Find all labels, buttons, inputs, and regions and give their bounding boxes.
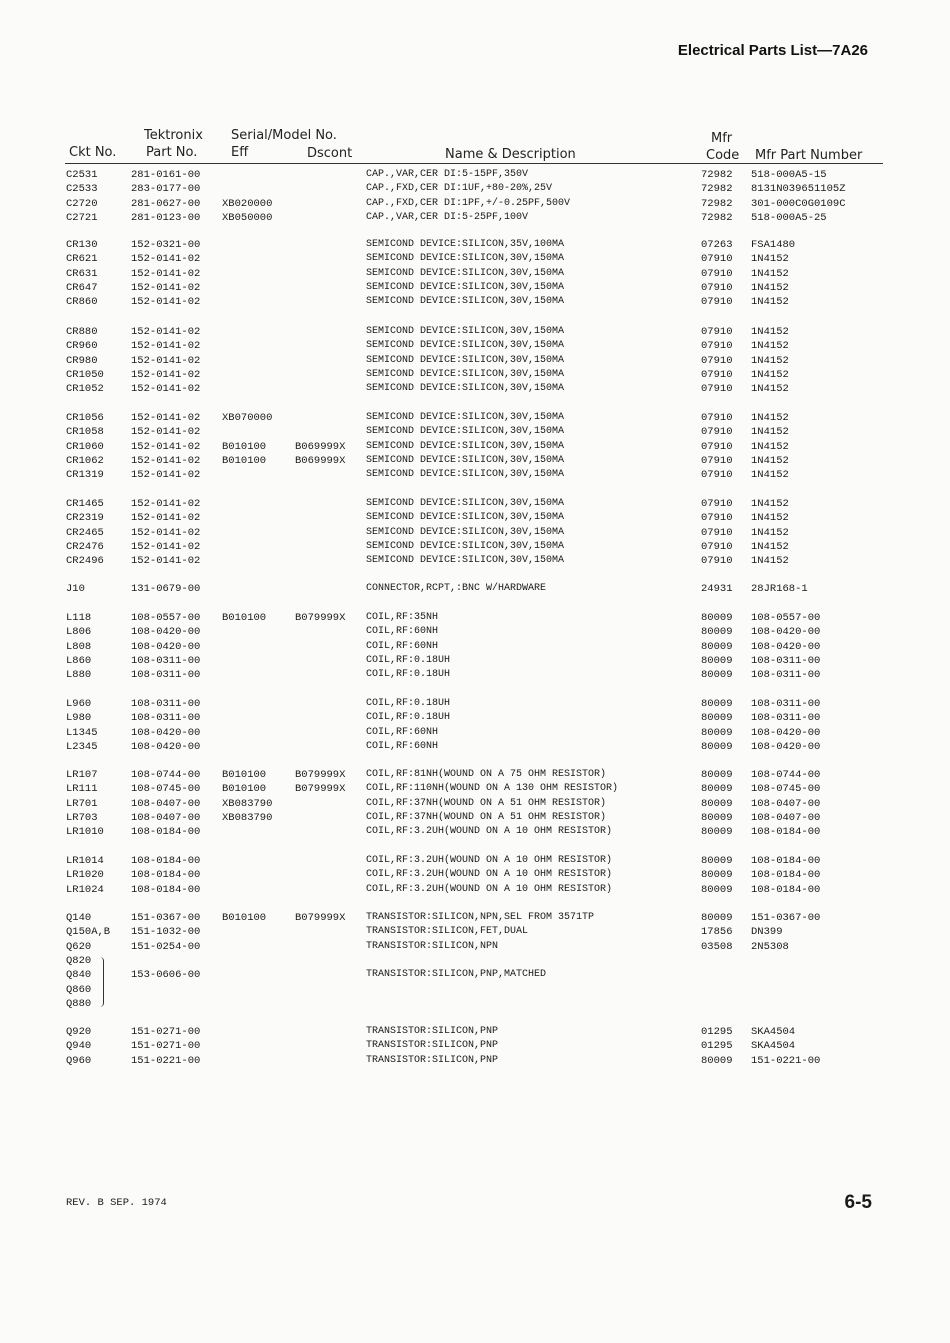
ckt-no-cell: CR647: [66, 281, 98, 294]
mfr-code-cell: 07910: [701, 281, 733, 294]
mfr-code-cell: 80009: [701, 740, 733, 753]
ckt-no-cell: L880: [66, 669, 92, 682]
description-cell: SEMICOND DEVICE:SILICON,30V,150MA: [366, 526, 565, 538]
col-mfr-code: Code: [706, 148, 740, 163]
mfr-part-number-cell: 151-0221-00: [751, 1054, 821, 1067]
mfr-code-cell: 07910: [701, 526, 733, 539]
mfr-part-number-cell: 108-0420-00: [751, 626, 821, 639]
description-cell: COIL,RF:0.18UH: [366, 712, 451, 724]
description-cell: TRANSISTOR:SILICON,PNP,MATCHED: [366, 969, 547, 981]
ckt-no-cell: L118: [66, 612, 92, 624]
mfr-code-cell: 72982: [701, 169, 733, 181]
mfr-part-number-cell: 108-0184-00: [751, 883, 821, 896]
mfr-code-cell: 17856: [701, 926, 733, 939]
ckt-no-cell: Q880: [66, 997, 92, 1010]
tek-part-no-cell: 151-0271-00: [131, 1026, 201, 1038]
ckt-no-cell: CR980: [66, 354, 98, 367]
ckt-no-cell: L980: [66, 712, 92, 725]
description-cell: COIL,RF:110NH(WOUND ON A 130 OHM RESISTOR): [366, 783, 619, 795]
ckt-no-cell: LR1014: [66, 855, 104, 867]
ckt-no-cell: L806: [66, 626, 92, 639]
description-cell: SEMICOND DEVICE:SILICON,30V,150MA: [366, 383, 565, 395]
mfr-code-cell: 80009: [701, 1054, 733, 1067]
mfr-code-cell: 72982: [701, 197, 733, 210]
description-cell: COIL,RF:37NH(WOUND ON A 51 OHM RESISTOR): [366, 797, 607, 809]
mfr-part-number-cell: 1N4152: [751, 281, 789, 294]
ckt-no-cell: Q940: [66, 1040, 92, 1053]
mfr-part-number-cell: 108-0311-00: [751, 698, 821, 710]
dscont-cell: B079999X: [295, 912, 346, 924]
ckt-no-cell: LR703: [66, 811, 98, 824]
mfr-part-number-cell: 1N4152: [751, 296, 789, 309]
tek-part-no-cell: 151-1032-00: [131, 926, 201, 939]
mfr-part-number-cell: 1N4152: [751, 267, 789, 280]
mfr-code-cell: 07910: [701, 555, 733, 568]
description-cell: CAP.,FXD,CER DI:1PF,+/-0.25PF,500V: [366, 197, 571, 209]
mfr-part-number-cell: 108-0420-00: [751, 740, 821, 753]
dscont-cell: B079999X: [295, 612, 346, 624]
tek-part-no-cell: 281-0123-00: [131, 211, 201, 224]
col-dscont: Dscont: [307, 146, 353, 161]
tek-part-no-cell: 152-0141-02: [131, 426, 201, 439]
description-cell: SEMICOND DEVICE:SILICON,30V,150MA: [366, 426, 565, 438]
eff-cell: B010100: [222, 912, 267, 924]
description-cell: SEMICOND DEVICE:SILICON,30V,150MA: [366, 340, 565, 352]
description-cell: CONNECTOR,RCPT,:BNC W/HARDWARE: [366, 583, 547, 594]
mfr-code-cell: 80009: [701, 669, 733, 682]
mfr-part-number-cell: 1N4152: [751, 526, 789, 539]
eff-cell: XB050000: [222, 211, 273, 224]
ckt-no-cell: CR2319: [66, 512, 104, 525]
mfr-part-number-cell: 1N4152: [751, 469, 789, 482]
mfr-part-number-cell: 1N4152: [751, 426, 789, 439]
ckt-no-cell: CR1062: [66, 454, 104, 467]
mfr-code-cell: 80009: [701, 783, 733, 796]
mfr-code-cell: 80009: [701, 612, 733, 624]
mfr-part-number-cell: 1N4152: [751, 383, 789, 396]
mfr-code-cell: 80009: [701, 869, 733, 882]
col-tek-line1: Tektronix: [144, 128, 203, 143]
tek-part-no-cell: 108-0311-00: [131, 669, 201, 682]
ckt-no-cell: C2721: [66, 211, 98, 224]
eff-cell: B010100: [222, 454, 267, 467]
description-cell: COIL,RF:60NH: [366, 726, 439, 738]
mfr-part-number-cell: 151-0367-00: [751, 912, 821, 924]
tek-part-no-cell: 152-0141-02: [131, 340, 201, 353]
mfr-part-number-cell: 108-0311-00: [751, 712, 821, 725]
page-number: 6-5: [844, 1192, 872, 1213]
mfr-code-cell: 80009: [701, 826, 733, 839]
description-cell: COIL,RF:60NH: [366, 640, 439, 652]
mfr-code-cell: 80009: [701, 769, 733, 781]
tek-part-no-cell: 108-0420-00: [131, 740, 201, 753]
mfr-part-number-cell: 108-0420-00: [751, 640, 821, 653]
mfr-code-cell: 01295: [701, 1026, 733, 1038]
eff-cell: XB083790: [222, 797, 273, 810]
ckt-no-cell: CR1465: [66, 498, 104, 510]
description-cell: COIL,RF:3.2UH(WOUND ON A 10 OHM RESISTOR): [366, 883, 613, 895]
dscont-cell: B069999X: [295, 440, 346, 453]
mfr-code-cell: 03508: [701, 940, 733, 953]
tek-part-no-cell: 281-0627-00: [131, 197, 201, 210]
mfr-code-cell: 01295: [701, 1040, 733, 1053]
mfr-part-number-cell: 1N4152: [751, 340, 789, 353]
description-cell: COIL,RF:3.2UH(WOUND ON A 10 OHM RESISTOR): [366, 826, 613, 838]
ckt-no-cell: LR111: [66, 783, 98, 796]
mfr-code-cell: 07910: [701, 412, 733, 424]
description-cell: SEMICOND DEVICE:SILICON,30V,150MA: [366, 469, 565, 481]
description-cell: COIL,RF:37NH(WOUND ON A 51 OHM RESISTOR): [366, 811, 607, 823]
ckt-no-cell: Q860: [66, 983, 92, 996]
description-cell: COIL,RF:60NH: [366, 626, 439, 638]
tek-part-no-cell: 108-0407-00: [131, 797, 201, 810]
description-cell: TRANSISTOR:SILICON,PNP: [366, 1026, 499, 1037]
mfr-code-cell: 07910: [701, 426, 733, 439]
mfr-code-cell: 72982: [701, 183, 733, 196]
mfr-part-number-cell: 1N4152: [751, 512, 789, 525]
description-cell: TRANSISTOR:SILICON,NPN,SEL FROM 3571TP: [366, 912, 595, 923]
mfr-part-number-cell: 1N4152: [751, 326, 789, 338]
mfr-code-cell: 72982: [701, 211, 733, 224]
mfr-code-cell: 80009: [701, 698, 733, 710]
tek-part-no-cell: 153-0606-00: [131, 969, 201, 982]
mfr-part-number-cell: 108-0184-00: [751, 826, 821, 839]
tek-part-no-cell: 152-0141-02: [131, 512, 201, 525]
mfr-part-number-cell: 301-000C0G0109C: [751, 197, 846, 210]
ckt-no-cell: L808: [66, 640, 92, 653]
ckt-no-cell: CR1058: [66, 426, 104, 439]
ckt-no-cell: CR860: [66, 296, 98, 309]
eff-cell: B010100: [222, 612, 267, 624]
eff-cell: B010100: [222, 440, 267, 453]
eff-cell: XB083790: [222, 811, 273, 824]
mfr-part-number-cell: 108-0744-00: [751, 769, 821, 781]
ckt-no-cell: C2531: [66, 169, 98, 181]
description-cell: CAP.,FXD,CER DI:1UF,+80-20%,25V: [366, 183, 553, 195]
tek-part-no-cell: 152-0321-00: [131, 239, 201, 251]
col-mfr-line1: Mfr: [711, 131, 733, 146]
description-cell: CAP.,VAR,CER DI:5-15PF,350V: [366, 169, 529, 180]
tek-part-no-cell: 152-0141-02: [131, 383, 201, 396]
description-cell: COIL,RF:81NH(WOUND ON A 75 OHM RESISTOR): [366, 769, 607, 780]
ckt-no-cell: Q960: [66, 1054, 92, 1067]
ckt-no-cell: C2720: [66, 197, 98, 210]
mfr-code-cell: 07910: [701, 540, 733, 553]
col-mfr-part-number: Mfr Part Number: [755, 148, 863, 163]
tek-part-no-cell: 108-0184-00: [131, 855, 201, 867]
ckt-no-cell: LR1020: [66, 869, 104, 882]
mfr-part-number-cell: 8131N039651105Z: [751, 183, 846, 196]
mfr-part-number-cell: 518-000A5-15: [751, 169, 827, 181]
mfr-part-number-cell: 108-0745-00: [751, 783, 821, 796]
tek-part-no-cell: 108-0407-00: [131, 811, 201, 824]
ckt-no-cell: LR1010: [66, 826, 104, 839]
tek-part-no-cell: 152-0141-02: [131, 368, 201, 381]
description-cell: SEMICOND DEVICE:SILICON,30V,150MA: [366, 354, 565, 366]
description-cell: TRANSISTOR:SILICON,NPN: [366, 940, 499, 952]
mfr-part-number-cell: 1N4152: [751, 555, 789, 568]
tek-part-no-cell: 108-0311-00: [131, 698, 201, 710]
description-cell: SEMICOND DEVICE:SILICON,30V,150MA: [366, 440, 565, 452]
tek-part-no-cell: 108-0745-00: [131, 783, 201, 796]
col-tek-line2: Part No.: [146, 145, 198, 160]
tek-part-no-cell: 108-0420-00: [131, 726, 201, 739]
mfr-part-number-cell: 108-0311-00: [751, 669, 821, 682]
tek-part-no-cell: 108-0311-00: [131, 654, 201, 667]
description-cell: COIL,RF:35NH: [366, 612, 439, 623]
mfr-code-cell: 07263: [701, 239, 733, 251]
ckt-no-cell: CR2465: [66, 526, 104, 539]
eff-cell: XB070000: [222, 412, 273, 424]
eff-cell: B010100: [222, 769, 267, 781]
ckt-no-cell: L960: [66, 698, 92, 710]
tek-part-no-cell: 152-0141-02: [131, 412, 201, 424]
ckt-no-cell: C2533: [66, 183, 98, 196]
description-cell: SEMICOND DEVICE:SILICON,30V,150MA: [366, 540, 565, 552]
tek-part-no-cell: 108-0557-00: [131, 612, 201, 624]
ckt-no-cell: LR107: [66, 769, 98, 781]
description-cell: SEMICOND DEVICE:SILICON,30V,150MA: [366, 253, 565, 265]
description-cell: TRANSISTOR:SILICON,PNP: [366, 1040, 499, 1052]
mfr-code-cell: 24931: [701, 583, 733, 595]
mfr-code-cell: 07910: [701, 469, 733, 482]
dscont-cell: B079999X: [295, 769, 346, 781]
mfr-part-number-cell: 2N5308: [751, 940, 789, 953]
description-cell: SEMICOND DEVICE:SILICON,35V,100MA: [366, 239, 565, 250]
mfr-part-number-cell: SKA4504: [751, 1026, 796, 1038]
description-cell: SEMICOND DEVICE:SILICON,30V,150MA: [366, 281, 565, 293]
mfr-code-cell: 07910: [701, 253, 733, 266]
tek-part-no-cell: 131-0679-00: [131, 583, 201, 595]
mfr-part-number-cell: 108-0184-00: [751, 869, 821, 882]
ckt-no-cell: L1345: [66, 726, 98, 739]
mfr-code-cell: 80009: [701, 855, 733, 867]
tek-part-no-cell: 151-0221-00: [131, 1054, 201, 1067]
tek-part-no-cell: 152-0141-02: [131, 253, 201, 266]
dscont-cell: B079999X: [295, 783, 346, 796]
mfr-code-cell: 07910: [701, 354, 733, 367]
tek-part-no-cell: 281-0161-00: [131, 169, 201, 181]
tek-part-no-cell: 152-0141-02: [131, 296, 201, 309]
ckt-no-cell: CR631: [66, 267, 98, 280]
tek-part-no-cell: 152-0141-02: [131, 281, 201, 294]
ckt-no-cell: CR1060: [66, 440, 104, 453]
description-cell: COIL,RF:0.18UH: [366, 698, 451, 709]
tek-part-no-cell: 108-0184-00: [131, 869, 201, 882]
ckt-no-cell: CR621: [66, 253, 98, 266]
mfr-code-cell: 80009: [701, 912, 733, 924]
description-cell: SEMICOND DEVICE:SILICON,30V,150MA: [366, 326, 565, 337]
ckt-no-cell: CR880: [66, 326, 98, 338]
description-cell: CAP.,VAR,CER DI:5-25PF,100V: [366, 211, 529, 223]
mfr-part-number-cell: 1N4152: [751, 368, 789, 381]
ckt-no-cell: CR2476: [66, 540, 104, 553]
tek-part-no-cell: 151-0367-00: [131, 912, 201, 924]
mfr-code-cell: 07910: [701, 440, 733, 453]
tek-part-no-cell: 152-0141-02: [131, 454, 201, 467]
description-cell: SEMICOND DEVICE:SILICON,30V,150MA: [366, 296, 565, 308]
tek-part-no-cell: 152-0141-02: [131, 267, 201, 280]
mfr-part-number-cell: SKA4504: [751, 1040, 796, 1053]
mfr-code-cell: 80009: [701, 626, 733, 639]
description-cell: TRANSISTOR:SILICON,FET,DUAL: [366, 926, 529, 938]
ckt-no-cell: Q150A,B: [66, 926, 111, 939]
description-cell: SEMICOND DEVICE:SILICON,30V,150MA: [366, 412, 565, 423]
description-cell: COIL,RF:0.18UH: [366, 669, 451, 681]
mfr-part-number-cell: 108-0420-00: [751, 726, 821, 739]
mfr-code-cell: 07910: [701, 383, 733, 396]
mfr-code-cell: 80009: [701, 726, 733, 739]
col-ckt-no: Ckt No.: [69, 145, 117, 160]
ckt-no-cell: LR701: [66, 797, 98, 810]
ckt-no-cell: J10: [66, 583, 85, 595]
mfr-part-number-cell: 1N4152: [751, 253, 789, 266]
tek-part-no-cell: 152-0141-02: [131, 540, 201, 553]
mfr-code-cell: 07910: [701, 267, 733, 280]
mfr-code-cell: 07910: [701, 296, 733, 309]
tek-part-no-cell: 152-0141-02: [131, 555, 201, 568]
mfr-code-cell: 80009: [701, 640, 733, 653]
description-cell: COIL,RF:0.18UH: [366, 654, 451, 666]
description-cell: COIL,RF:3.2UH(WOUND ON A 10 OHM RESISTOR): [366, 869, 613, 881]
ckt-no-cell: Q840: [66, 969, 92, 982]
mfr-part-number-cell: 28JR168-1: [751, 583, 808, 595]
ckt-no-cell: LR1024: [66, 883, 104, 896]
ckt-no-cell: CR1050: [66, 368, 104, 381]
mfr-part-number-cell: 1N4152: [751, 454, 789, 467]
ckt-no-cell: CR1056: [66, 412, 104, 424]
tek-part-no-cell: 152-0141-02: [131, 498, 201, 510]
tek-part-no-cell: 108-0184-00: [131, 883, 201, 896]
col-name-description: Name & Description: [445, 147, 576, 162]
ckt-no-cell: Q140: [66, 912, 92, 924]
ckt-no-cell: Q820: [66, 954, 92, 967]
mfr-part-number-cell: 518-000A5-25: [751, 211, 827, 224]
mfr-code-cell: 07910: [701, 326, 733, 338]
mfr-part-number-cell: 1N4152: [751, 354, 789, 367]
tek-part-no-cell: 108-0744-00: [131, 769, 201, 781]
mfr-part-number-cell: 1N4152: [751, 498, 789, 510]
page-header-title: Electrical Parts List—7A26: [677, 42, 868, 59]
tek-part-no-cell: 152-0141-02: [131, 526, 201, 539]
mfr-code-cell: 07910: [701, 498, 733, 510]
mfr-part-number-cell: 1N4152: [751, 440, 789, 453]
ckt-no-cell: CR1052: [66, 383, 104, 396]
mfr-code-cell: 80009: [701, 712, 733, 725]
eff-cell: XB020000: [222, 197, 273, 210]
description-cell: COIL,RF:60NH: [366, 740, 439, 752]
description-cell: SEMICOND DEVICE:SILICON,30V,150MA: [366, 512, 565, 524]
mfr-part-number-cell: 108-0407-00: [751, 811, 821, 824]
mfr-part-number-cell: 108-0184-00: [751, 855, 821, 867]
mfr-code-cell: 80009: [701, 797, 733, 810]
description-cell: SEMICOND DEVICE:SILICON,30V,150MA: [366, 454, 565, 466]
dscont-cell: B069999X: [295, 454, 346, 467]
ckt-no-cell: CR1319: [66, 469, 104, 482]
description-cell: SEMICOND DEVICE:SILICON,30V,150MA: [366, 267, 565, 279]
mfr-code-cell: 07910: [701, 512, 733, 525]
ckt-no-cell: L860: [66, 654, 92, 667]
ckt-no-cell: CR2496: [66, 555, 104, 568]
description-cell: SEMICOND DEVICE:SILICON,30V,150MA: [366, 368, 565, 380]
mfr-part-number-cell: 108-0557-00: [751, 612, 821, 624]
mfr-part-number-cell: DN399: [751, 926, 783, 939]
mfr-code-cell: 80009: [701, 883, 733, 896]
tek-part-no-cell: 152-0141-02: [131, 440, 201, 453]
mfr-code-cell: 80009: [701, 811, 733, 824]
tek-part-no-cell: 108-0311-00: [131, 712, 201, 725]
description-cell: COIL,RF:3.2UH(WOUND ON A 10 OHM RESISTOR): [366, 855, 613, 866]
mfr-part-number-cell: 108-0311-00: [751, 654, 821, 667]
mfr-part-number-cell: 108-0407-00: [751, 797, 821, 810]
ckt-no-cell: Q620: [66, 940, 92, 953]
col-eff: Eff: [231, 145, 249, 160]
tek-part-no-cell: 108-0184-00: [131, 826, 201, 839]
ckt-no-cell: CR130: [66, 239, 98, 251]
description-cell: TRANSISTOR:SILICON,PNP: [366, 1054, 499, 1066]
tek-part-no-cell: 152-0141-02: [131, 469, 201, 482]
ckt-no-cell: L2345: [66, 740, 98, 753]
mfr-code-cell: 07910: [701, 340, 733, 353]
ckt-no-cell: CR960: [66, 340, 98, 353]
revision-note: REV. B SEP. 1974: [66, 1197, 167, 1209]
description-cell: SEMICOND DEVICE:SILICON,30V,150MA: [366, 555, 565, 567]
tek-part-no-cell: 151-0271-00: [131, 1040, 201, 1053]
ckt-no-cell: Q920: [66, 1026, 92, 1038]
mfr-code-cell: 07910: [701, 454, 733, 467]
description-cell: SEMICOND DEVICE:SILICON,30V,150MA: [366, 498, 565, 509]
col-serial-line1: Serial/Model No.: [231, 128, 337, 143]
tek-part-no-cell: 108-0420-00: [131, 626, 201, 639]
mfr-code-cell: 80009: [701, 654, 733, 667]
tek-part-no-cell: 283-0177-00: [131, 183, 201, 196]
mfr-part-number-cell: FSA1480: [751, 239, 796, 251]
grouping-brace: [98, 957, 104, 1007]
tek-part-no-cell: 108-0420-00: [131, 640, 201, 653]
tek-part-no-cell: 152-0141-02: [131, 326, 201, 338]
tek-part-no-cell: 151-0254-00: [131, 940, 201, 953]
tek-part-no-cell: 152-0141-02: [131, 354, 201, 367]
mfr-part-number-cell: 1N4152: [751, 412, 789, 424]
eff-cell: B010100: [222, 783, 267, 796]
mfr-part-number-cell: 1N4152: [751, 540, 789, 553]
mfr-code-cell: 07910: [701, 368, 733, 381]
